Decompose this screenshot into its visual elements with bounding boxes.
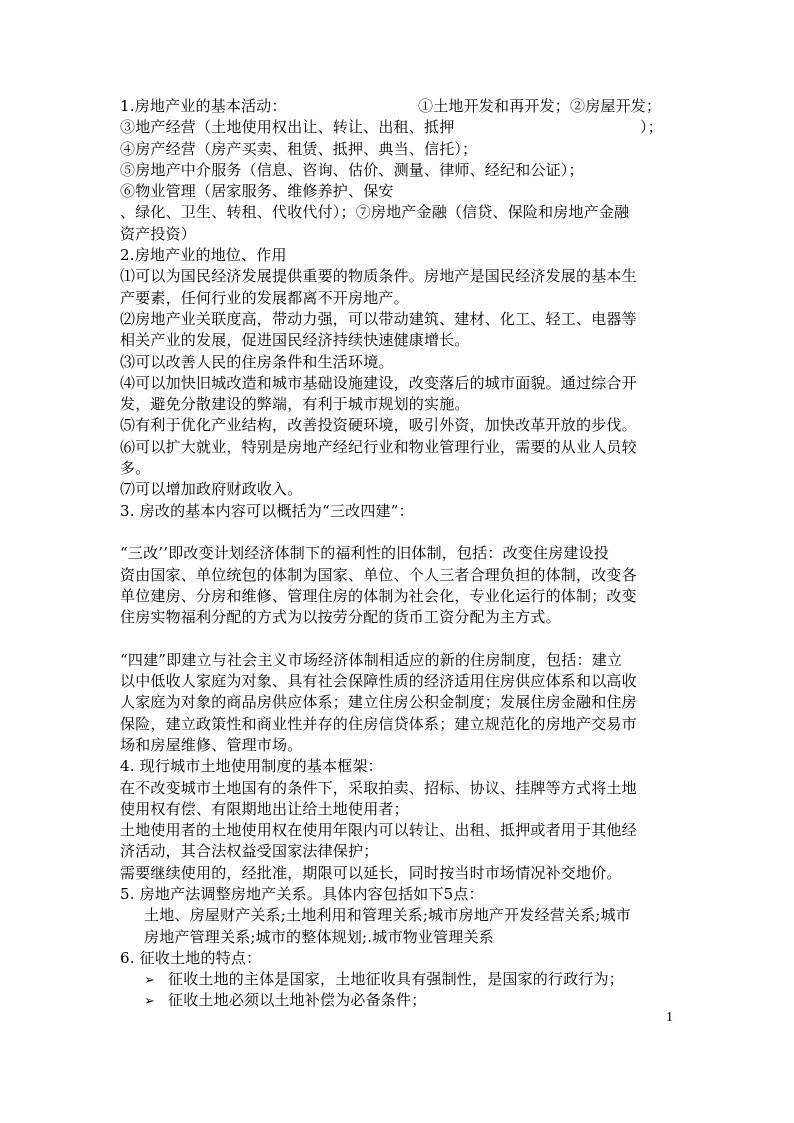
section-6-title: 6. 征收土地的特点： (120, 948, 262, 967)
sijian-line-2: 以中低收人家庭为对象、具有社会保障性质的经济适用住房供应体系和以高收 (120, 672, 637, 691)
activity-item-3: ③地产经营（土地使用权出让、转让、出租、抵押 (120, 118, 455, 137)
sijian-line-3: 人家庭为对象的商品房供应体系；建立住房公积金制度；发展住房金融和住房 (120, 693, 637, 712)
role-4-line-2: 发，避免分散建设的弊端，有利于城市规划的实施。 (120, 395, 470, 414)
role-6-line-1: ⑹可以扩大就业，特别是房地产经纪行业和物业管理行业，需要的从业人员较 (120, 437, 637, 456)
bullet-text-1: 征收土地的主体是国家，土地征收具有强制性，是国家的行政行为； (168, 970, 625, 989)
blank-line (120, 628, 680, 649)
activity-item-4: ④房产经营（房产买卖、租赁、抵押、典当、信托）； (120, 139, 478, 158)
role-1-line-1: ⑴可以为国民经济发展提供重要的物质条件。房地产是国民经济发展的基本生 (120, 267, 637, 286)
blank-line (120, 522, 680, 543)
role-2-line-2: 相关产业的发展，促进国民经济持续快速健康增长。 (120, 331, 470, 350)
activities-line-2 (120, 117, 680, 138)
relations-line-2: 房地产管理关系;城市的整体规划;.城市物业管理关系 (144, 927, 494, 946)
land-framework-line-1: 在不改变城市土地国有的条件下，采取拍卖、招标、协议、挂牌等方式将土地 (120, 778, 637, 797)
sangai-line-4: 住房实物福利分配的方式为以按劳分配的货币工资分配为主方式。 (120, 608, 561, 627)
bullet-text-2: 征收土地必须以土地补偿为必备条件； (168, 991, 427, 1010)
sangai-line-3: 单位建房、分房和维修、管理住房的体制为社会化，专业化运行的体制；改变 (120, 586, 637, 605)
land-framework-line-3: 土地使用者的土地使用权在使用年限内可以转让、出租、抵押或者用于其他经 (120, 821, 637, 840)
arrow-bullet-icon: ➢ (144, 973, 156, 989)
activity-item-3-close: ）； (640, 118, 663, 137)
sijian-line-1: “四建”即建立与社会主义市场经济体制相适应的新的住房制度，包括：建立 (120, 650, 623, 669)
activity-item-5: ⑤房地产中介服务（信息、咨询、估价、测量、律师、经纪和公证）； (120, 160, 584, 179)
role-1-line-2: 产要素，任何行业的发展都离不开房地产。 (120, 288, 409, 307)
sijian-line-4: 保险，建立政策性和商业性并存的住房信贷体系；建立规范化的房地产交易市 (120, 714, 637, 733)
arrow-bullet-icon: ➢ (144, 994, 156, 1010)
activities-heading: 1.房地产业的基本活动： (120, 97, 287, 115)
land-framework-line-4: 济活动，其合法权益受国家法律保护； (120, 842, 379, 861)
land-framework-line-2: 使用权有偿、有限期地出让给土地使用者； (120, 799, 409, 818)
role-6-line-2: 多。 (120, 459, 151, 478)
sangai-line-1: “三改’’即改变计划经济体制下的福利性的旧体制，包括：改变住房建设投 (120, 544, 610, 563)
role-5-line-1: ⑸有利于优化产业结构，改善投资硬环境，吸引外资，加快改革开放的步伐。 (120, 416, 637, 435)
role-3-line-1: ⑶可以改善人民的住房条件和生活环境。 (120, 352, 394, 371)
role-2-line-1: ⑵房地产业关联度高，带动力强，可以带动建筑、建材、化工、轻工、电器等 (120, 309, 637, 328)
bullet-item-2 (120, 990, 680, 1011)
section-2-title: 2.房地产业的地位、作用 (120, 246, 287, 265)
page-number: 1 (666, 1010, 673, 1025)
role-7-line-1: ⑺可以增加政府财政收入。 (120, 480, 303, 499)
relations-line-1: 土地、房屋财产关系;土地利用和管理关系;城市房地产开发经营关系;城市 (144, 906, 631, 925)
bullet-item-1 (120, 969, 680, 990)
activity-item-6: ⑥物业管理（居家服务、维修养护、保安 (120, 182, 394, 201)
sangai-line-2: 资由国家、单位统包的体制为国家、单位、个人三者合理负担的体制，改变各 (120, 565, 637, 584)
activity-item-6-7: 、绿化、卫生、转租、代收代付）；⑦房地产金融（信贷、保险和房地产金融 (120, 203, 630, 222)
section-3-title: 3. 房改的基本内容可以概括为“三改四建”： (120, 501, 414, 520)
activities-line-1 (120, 96, 680, 117)
section-5-title: 5. 房地产法调整房地产关系。具体内容包括如下5点： (120, 884, 484, 903)
section-4-title: 4. 现行城市土地使用制度的基本框架： (120, 757, 383, 776)
sijian-line-5: 场和房屋维修、管理市场。 (120, 735, 303, 754)
role-4-line-1: ⑷可以加快旧城改造和城市基础设施建设，改变落后的城市面貌。通过综合开 (120, 373, 637, 392)
activity-item-7-cont: 资产投资） (120, 224, 197, 243)
activities-items-1-2: ①土地开发和再开发；②房屋开发； (418, 97, 662, 115)
document-body (120, 96, 680, 1012)
land-framework-line-5: 需要继续使用的，经批准，期限可以延长，同时按当时市场情况补交地价。 (120, 863, 622, 882)
